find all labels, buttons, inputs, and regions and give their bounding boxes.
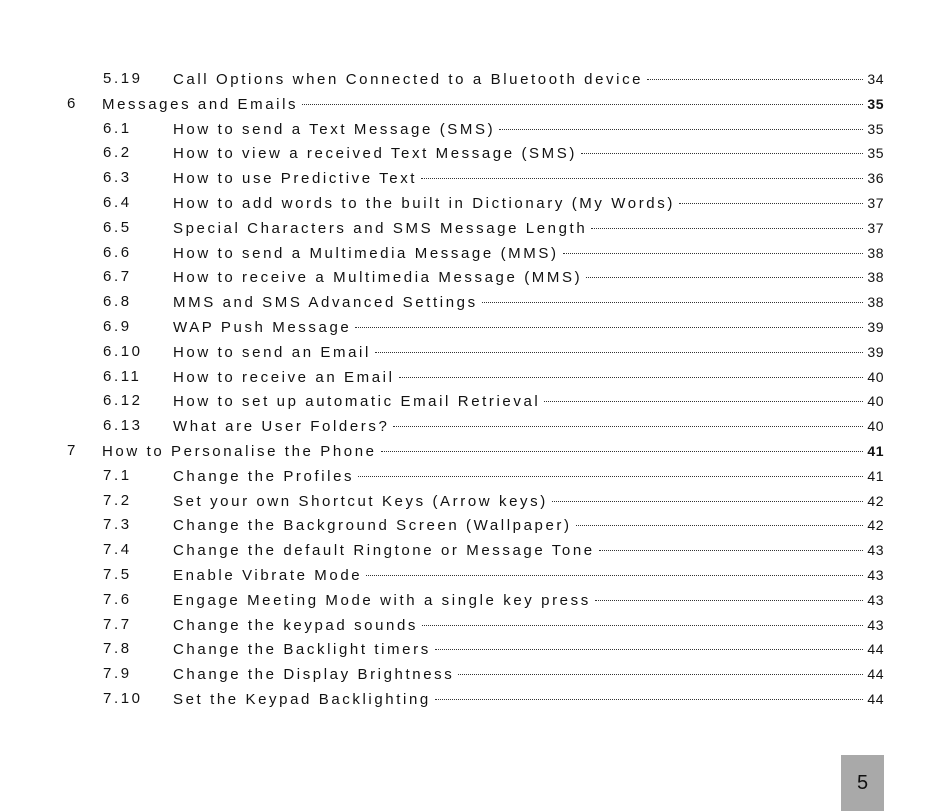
toc-entry-title[interactable]: Special Characters and SMS Message Length (173, 219, 588, 237)
toc-entry-body (173, 662, 884, 688)
toc-section-number: 7.6 (103, 590, 132, 608)
toc-entry-title[interactable]: WAP Push Message (173, 318, 352, 336)
toc-section-row[interactable] (0, 241, 950, 266)
toc-page-number: 38 (867, 294, 884, 311)
toc-entry-title[interactable]: Change the Backlight timers (173, 641, 431, 659)
toc-section-number: 6.8 (103, 293, 132, 311)
toc-page-number: 43 (867, 542, 884, 559)
toc-dot-leader (679, 203, 863, 204)
toc-dot-leader (581, 153, 863, 154)
toc-entry-body (173, 687, 884, 713)
toc-page-number: 39 (867, 318, 884, 335)
toc-section-row[interactable] (0, 588, 950, 613)
toc-entry-body (173, 538, 884, 564)
toc-section-row[interactable] (0, 141, 950, 166)
toc-entry-title[interactable]: How to use Predictive Text (173, 170, 418, 188)
toc-entry-body (173, 290, 884, 316)
toc-section-number: 6.4 (103, 193, 132, 211)
toc-entry-body (173, 191, 884, 217)
toc-dot-leader (302, 104, 863, 105)
toc-section-number: 6.3 (103, 169, 132, 187)
toc-section-row[interactable] (0, 117, 950, 142)
toc-section-row[interactable] (0, 166, 950, 191)
toc-entry-title[interactable]: Change the keypad sounds (173, 616, 419, 634)
toc-page-number: 38 (867, 244, 884, 261)
toc-section-row[interactable] (0, 67, 950, 92)
toc-section-number: 7.5 (103, 565, 132, 583)
toc-section-number: 6.11 (103, 367, 142, 385)
toc-dot-leader (366, 575, 863, 576)
toc-section-number: 7.9 (103, 665, 132, 683)
toc-section-row[interactable] (0, 637, 950, 662)
toc-page-number: 44 (867, 690, 884, 707)
toc-dot-leader (375, 352, 863, 353)
toc-section-row[interactable] (0, 216, 950, 241)
toc-entry-body (173, 265, 884, 291)
toc-dot-leader (586, 277, 863, 278)
toc-section-row[interactable] (0, 489, 950, 514)
toc-entry-title[interactable]: How to set up automatic Email Retrieval (173, 393, 541, 411)
toc-page-number: 40 (867, 393, 884, 410)
toc-section-row[interactable] (0, 315, 950, 340)
toc-entry-body (173, 489, 884, 515)
toc-entry-title[interactable]: Set the Keypad Backlighting (173, 690, 431, 708)
toc-entry-title[interactable]: How to view a received Text Message (SMS) (173, 145, 577, 163)
toc-dot-leader (393, 426, 863, 427)
toc-entry-title[interactable]: Enable Vibrate Mode (173, 566, 363, 584)
toc-dot-leader (358, 476, 863, 477)
toc-entry-body (173, 637, 884, 663)
page-number: 5 (856, 771, 869, 794)
toc-dot-leader (595, 600, 863, 601)
toc-dot-leader (399, 377, 863, 378)
toc-entry-title[interactable]: Call Options when Connected to a Bluetooth device (173, 71, 644, 88)
toc-page-number: 43 (867, 591, 884, 608)
toc-section-row[interactable] (0, 290, 950, 315)
toc-entry-body (173, 414, 884, 440)
toc-dot-leader (435, 649, 863, 650)
toc-dot-leader (499, 129, 863, 130)
toc-entry-body (173, 67, 884, 93)
toc-entry-body (173, 340, 884, 366)
toc-page-number: 42 (867, 517, 884, 534)
toc-section-number: 6.12 (103, 392, 143, 410)
toc-section-row[interactable] (0, 389, 950, 414)
toc-dot-leader (544, 401, 863, 402)
page-number-box (841, 755, 884, 811)
toc-section-number: 6.1 (103, 119, 132, 137)
toc-chapter-row[interactable] (0, 439, 950, 464)
toc-dot-leader (421, 178, 863, 179)
toc-section-row[interactable] (0, 464, 950, 489)
toc-section-row[interactable] (0, 513, 950, 538)
toc-entry-body (173, 166, 884, 192)
toc-entry-body (173, 588, 884, 614)
toc-section-number: 6.2 (103, 144, 132, 162)
toc-entry-title[interactable]: Engage Meeting Mode with a single key press (173, 591, 591, 609)
toc-page-number: 43 (867, 616, 884, 633)
toc-section-number: 7 (67, 441, 78, 459)
toc-section-number: 7.3 (103, 516, 132, 534)
toc-entry-body (173, 389, 884, 415)
toc-page-number: 39 (867, 343, 884, 360)
toc-page-number: 43 (867, 566, 884, 583)
toc-section-number: 7.1 (103, 466, 132, 484)
toc-chapter-row[interactable] (0, 92, 950, 117)
toc-entry-body (173, 241, 884, 267)
toc-entry-body (173, 513, 884, 539)
toc-entry-title[interactable]: Set your own Shortcut Keys (Arrow keys) (173, 492, 548, 510)
toc-dot-leader (422, 625, 863, 626)
toc-section-number: 6.13 (103, 417, 143, 435)
table-of-contents (0, 67, 950, 712)
toc-entry-title[interactable]: Change the Background Screen (Wallpaper) (173, 517, 572, 535)
toc-section-number: 6.7 (103, 268, 132, 286)
toc-entry-body (102, 92, 884, 118)
toc-entry-body (173, 315, 884, 341)
toc-entry-title[interactable]: What are User Folders? (173, 418, 390, 436)
toc-section-number: 7.2 (103, 491, 132, 509)
toc-dot-leader (563, 253, 863, 254)
toc-entry-body (173, 365, 884, 391)
toc-dot-leader (458, 674, 863, 675)
toc-page-number: 35 (867, 145, 884, 162)
toc-dot-leader (381, 451, 863, 452)
toc-page-number: 37 (867, 194, 884, 211)
toc-entry-body (173, 216, 884, 242)
toc-section-number: 7.4 (103, 541, 132, 559)
toc-page-number: 41 (867, 442, 884, 459)
toc-entry-title[interactable]: Change the Display Brightness (173, 666, 455, 684)
toc-entry-body (102, 439, 884, 465)
toc-section-row[interactable] (0, 662, 950, 687)
toc-section-number: 7.8 (103, 640, 132, 658)
toc-dot-leader (591, 228, 863, 229)
toc-section-row[interactable] (0, 414, 950, 439)
toc-section-row[interactable] (0, 563, 950, 588)
toc-page-number: 38 (867, 269, 884, 286)
toc-entry-body (173, 141, 884, 167)
toc-page-number: 35 (867, 95, 884, 112)
toc-section-row[interactable] (0, 340, 950, 365)
toc-entry-body (173, 117, 884, 143)
toc-page-number: 40 (867, 418, 884, 435)
toc-dot-leader (576, 525, 863, 526)
toc-page-number: 44 (867, 641, 884, 658)
toc-section-number: 6.5 (103, 218, 132, 236)
toc-section-number: 7.7 (103, 615, 132, 633)
toc-entry-title[interactable]: Change the default Ringtone or Message Tone (173, 542, 595, 560)
toc-dot-leader (355, 327, 863, 328)
toc-section-number: 5.19 (103, 70, 143, 87)
toc-section-number: 6.6 (103, 243, 132, 261)
toc-page-number: 36 (867, 170, 884, 187)
toc-dot-leader (599, 550, 863, 551)
toc-page-number: 34 (867, 71, 884, 87)
toc-page-number: 44 (867, 666, 884, 683)
toc-dot-leader (552, 501, 863, 502)
toc-entry-title[interactable]: How to send an Email (173, 343, 371, 361)
toc-page-number: 42 (867, 492, 884, 509)
toc-entry-body (173, 563, 884, 589)
toc-section-number: 7.10 (103, 689, 143, 707)
toc-entry-body (173, 464, 884, 490)
toc-entry-title[interactable]: How to send a Multimedia Message (MMS) (173, 244, 559, 262)
toc-page-number: 41 (867, 467, 884, 484)
toc-dot-leader (647, 79, 863, 80)
toc-entry-title[interactable]: How to add words to the built in Dictionary (My Words) (173, 194, 675, 212)
toc-section-number: 6 (67, 94, 78, 112)
toc-entry-title[interactable]: How to Personalise the Phone (102, 442, 377, 460)
toc-section-number: 6.10 (103, 342, 143, 360)
toc-section-row[interactable] (0, 191, 950, 216)
toc-entry-title[interactable]: How to send a Text Message (SMS) (173, 120, 496, 138)
toc-entry-body (173, 613, 884, 639)
toc-section-row[interactable] (0, 265, 950, 290)
toc-entry-title[interactable]: MMS and SMS Advanced Settings (173, 294, 478, 312)
toc-section-row[interactable] (0, 687, 950, 712)
toc-section-row[interactable] (0, 538, 950, 563)
toc-entry-title[interactable]: How to receive a Multimedia Message (MMS) (173, 269, 583, 287)
toc-page-number: 40 (867, 368, 884, 385)
toc-dot-leader (435, 699, 863, 700)
toc-dot-leader (482, 302, 863, 303)
toc-entry-title[interactable]: How to receive an Email (173, 368, 395, 386)
toc-entry-title[interactable]: Messages and Emails (102, 95, 299, 113)
toc-entry-title[interactable]: Change the Profiles (173, 467, 355, 485)
toc-page-number: 37 (867, 219, 884, 236)
toc-section-row[interactable] (0, 613, 950, 638)
toc-page-number: 35 (867, 120, 884, 137)
toc-section-row[interactable] (0, 365, 950, 390)
toc-section-number: 6.9 (103, 317, 132, 335)
